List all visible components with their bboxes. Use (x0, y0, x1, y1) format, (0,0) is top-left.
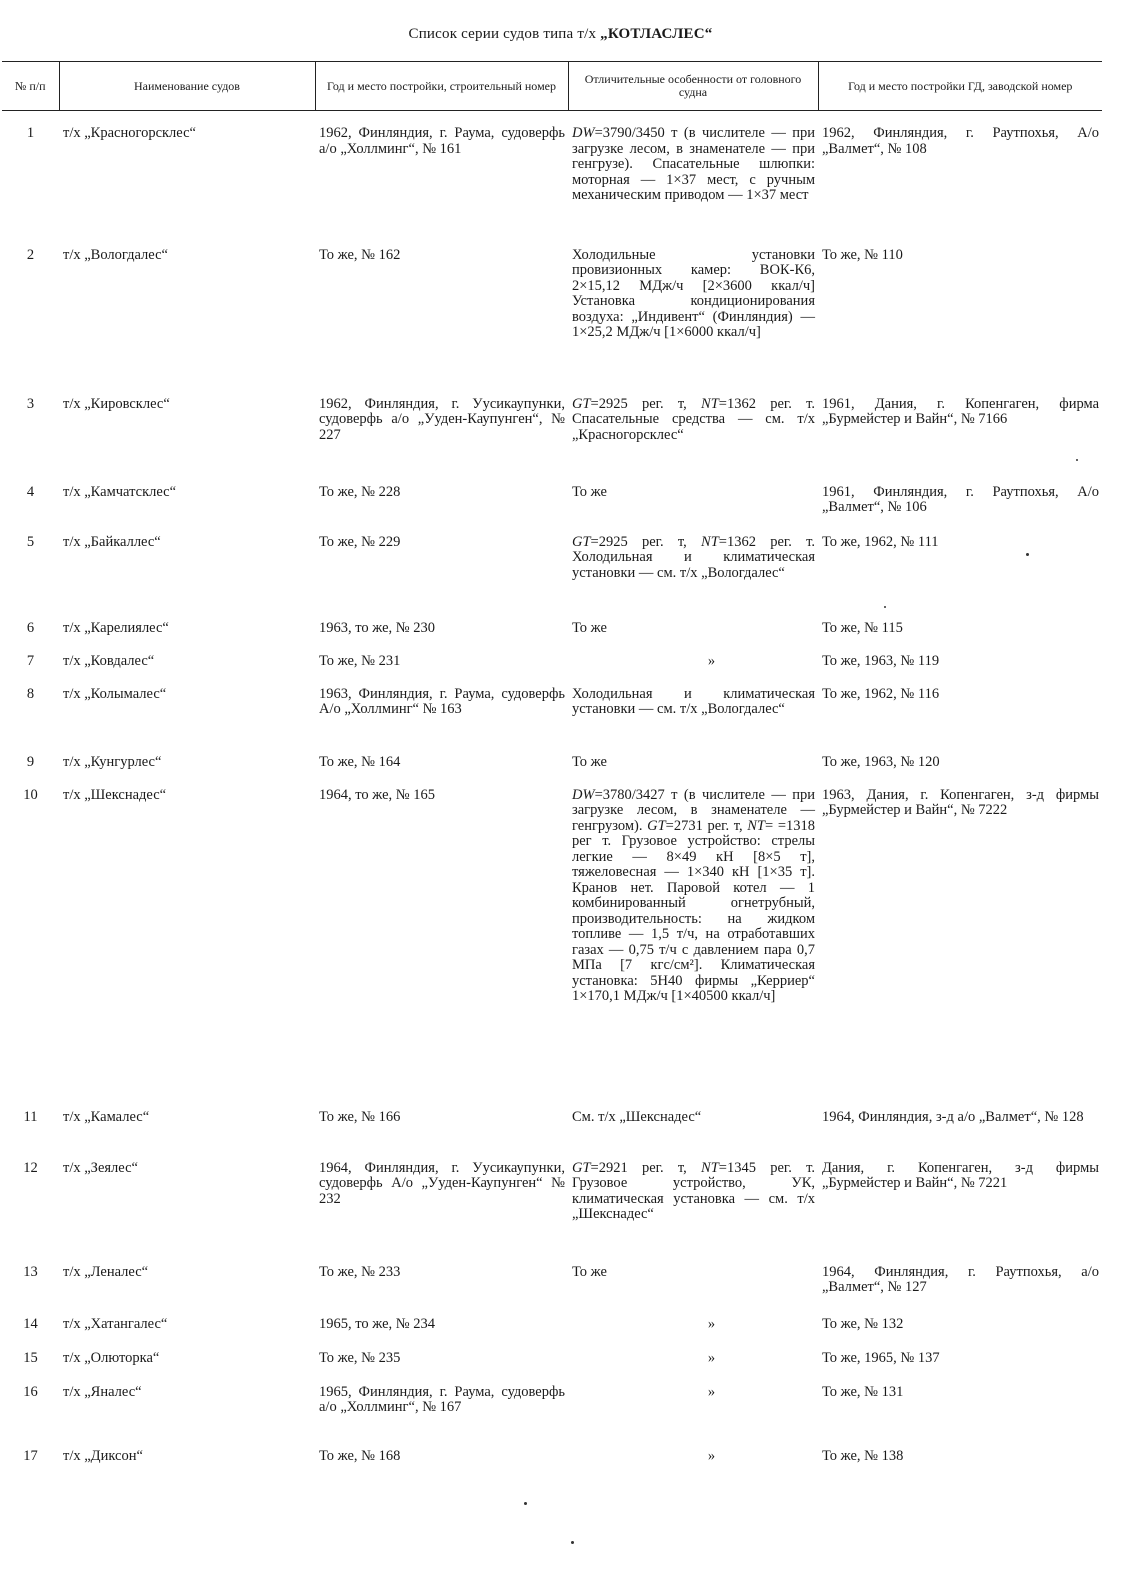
title-ship-name: „КОТЛАСЛЕС“ (600, 26, 713, 42)
row-build: 1964, Финляндия, г. Уусикаупунки, судоверфь А/о „Ууден-Каупунген“ № 232 (319, 1159, 565, 1207)
scan-speck (1026, 553, 1029, 556)
table-row (2, 1110, 1102, 1161)
table-row (2, 654, 1102, 687)
row-build: То же, № 162 (319, 246, 401, 263)
table-row (2, 788, 1102, 1110)
row-name: т/х „Леналес“ (63, 1263, 149, 1280)
row-engine: То же, 1963, № 119 (822, 652, 940, 669)
title-prefix: Список серии судов типа т/х (408, 26, 601, 42)
table-row (2, 687, 1102, 755)
table-row (2, 485, 1102, 535)
row-build: То же, № 231 (319, 652, 401, 669)
row-distinct: » (707, 1349, 716, 1366)
table-row (2, 397, 1102, 485)
row-engine: Дания, г. Копенгаген, з-д фирмы „Бурмейстер и Вайн“, № 7221 (822, 1159, 1099, 1191)
row-engine: То же, 1962, № 111 (822, 533, 939, 550)
row-name: т/х „Вологдалес“ (63, 246, 168, 263)
row-engine: То же, № 110 (822, 246, 903, 263)
row-name: т/х „Кировсклес“ (63, 395, 170, 412)
row-build: То же, № 233 (319, 1263, 401, 1280)
row-num: 15 (23, 1349, 38, 1366)
row-build: 1963, то же, № 230 (319, 619, 435, 636)
row-build: 1964, то же, № 165 (319, 786, 435, 803)
row-engine: 1961, Дания, г. Копенгаген, фирма „Бурмейстер и Вайн“, № 7166 (822, 395, 1099, 427)
row-build: То же, № 229 (319, 533, 401, 550)
table-row (2, 1317, 1102, 1351)
row-num: 13 (23, 1263, 38, 1280)
row-name: т/х „Кунгурлес“ (63, 753, 162, 770)
row-name: т/х „Камалес“ (63, 1108, 150, 1125)
row-name: т/х „Шекснадес“ (63, 786, 167, 803)
row-build: То же, № 166 (319, 1108, 401, 1125)
table-row (2, 1161, 1102, 1265)
table-row (2, 535, 1102, 621)
row-name: т/х „Зеялес“ (63, 1159, 138, 1176)
row-num: 5 (26, 533, 35, 550)
header-build: Год и место постройки, строительный номер (315, 62, 568, 111)
row-engine: То же, 1962, № 116 (822, 685, 940, 702)
row-num: 11 (23, 1108, 38, 1125)
row-build: 1965, Финляндия, г. Раума, судоверфь а/о „Холлминг“, № 167 (319, 1383, 565, 1415)
row-engine: 1964, Финляндия, з-д а/о „Валмет“, № 128 (822, 1108, 1084, 1125)
row-num: 10 (23, 786, 38, 803)
page-title (0, 26, 1121, 43)
row-build: То же, № 228 (319, 483, 401, 500)
row-distinct: То же (572, 483, 607, 500)
table-row (2, 1449, 1102, 1483)
table-header-row (2, 62, 1102, 111)
table-row (2, 1265, 1102, 1317)
header-engine: Год и место постройки ГД, заводской номер (818, 62, 1102, 111)
row-distinct: Холодильные установки провизионных камер: ВОК-К6, 2×15,12 МДж/ч [2×3600 ккал/ч] Установка кондиционирования воздуха: „Индивент“ (Финляндия) — 1×25,2 МДж/ч [1×6000 ккал/ч] (572, 246, 815, 340)
row-engine: 1961, Финляндия, г. Раутпохья, А/о „Валмет“, № 106 (822, 483, 1099, 515)
scan-speck (884, 606, 886, 608)
header-num: № п/п (2, 62, 59, 111)
row-name: т/х „Карелиялес“ (63, 619, 169, 636)
row-engine: То же, № 132 (822, 1315, 904, 1332)
table-row (2, 1351, 1102, 1385)
row-name: т/х „Камчатсклес“ (63, 483, 177, 500)
table-row (2, 755, 1102, 788)
header-name: Наименование судов (59, 62, 315, 111)
row-num: 14 (23, 1315, 38, 1332)
row-engine: 1963, Дания, г. Копенгаген, з-д фирмы „Бурмейстер и Вайн“, № 7222 (822, 786, 1099, 818)
row-name: т/х „Ковдалес“ (63, 652, 155, 669)
row-distinct: То же (572, 753, 607, 770)
row-engine: То же, № 138 (822, 1447, 904, 1464)
row-num: 2 (26, 246, 35, 263)
row-distinct: См. т/х „Шекснадес“ (572, 1108, 702, 1125)
row-build: 1965, то же, № 234 (319, 1315, 435, 1332)
row-num: 3 (26, 395, 35, 412)
row-distinct: То же (572, 1263, 607, 1280)
row-engine: То же, 1963, № 120 (822, 753, 940, 770)
row-distinct: GT=2925 рег. т, NT=1362 рег. т. Холодильная и климатическая установки — см. т/х „Вологдалес“ (572, 533, 816, 581)
row-build: То же, № 168 (319, 1447, 401, 1464)
row-distinct: » (707, 1315, 716, 1332)
row-distinct: » (707, 1383, 716, 1400)
row-engine: То же, № 115 (822, 619, 903, 636)
row-engine: 1962, Финляндия, г. Раутпохья, А/о „Валмет“, № 108 (822, 125, 1099, 157)
row-distinct: GT=2925 рег. т, NT=1362 рег. т. Спасательные средства — см. т/х „Красногорсклес“ (572, 395, 816, 443)
table-row (2, 111, 1102, 248)
row-num: 9 (26, 753, 35, 770)
row-distinct: » (707, 1447, 716, 1464)
row-build: 1963, Финляндия, г. Раума, судоверфь А/о „Холлминг“ № 163 (319, 685, 565, 717)
table-row (2, 248, 1102, 397)
header-distinct: Отличительные особенности от головного судна (568, 62, 818, 111)
row-num: 17 (23, 1447, 38, 1464)
row-num: 1 (26, 125, 35, 141)
row-name: т/х „Байкаллес“ (63, 533, 161, 550)
row-num: 12 (23, 1159, 38, 1176)
row-name: т/х „Олюторка“ (63, 1349, 160, 1366)
row-distinct: DW=3790/3450 т (в числителе — при загрузке лесом, в знаменателе — при генгрузе). Спасательные шлюпки: моторная — 1×37 мест, с ручным механическим приводом — 1×37 мест (572, 125, 815, 203)
row-num: 6 (26, 619, 35, 636)
row-num: 8 (26, 685, 35, 702)
table-row (2, 1385, 1102, 1449)
scan-speck (571, 1541, 574, 1544)
row-build: То же, № 164 (319, 753, 401, 770)
scan-speck (1076, 459, 1078, 461)
row-engine: То же, 1965, № 137 (822, 1349, 940, 1366)
row-distinct: Холодильная и климатическая установки — см. т/х „Вологдалес“ (572, 685, 815, 717)
row-distinct: То же (572, 619, 607, 636)
table-row (2, 621, 1102, 654)
row-num: 7 (26, 652, 35, 669)
row-build: 1962, Финляндия, г. Уусикаупунки, судоверфь а/о „Ууден-Каупунген“, № 227 (319, 395, 565, 443)
row-distinct: » (707, 652, 716, 669)
row-distinct: DW=3780/3427 т (в числителе — при загрузке лесом, в знаменателе — генгрузом). GT=2731 рег. т, NT= =1318 рег т. Грузовое устройство: стрелы легкие — 8×49 кН [8×5 т], тяжеловесная — 1×340 кН [1×35 т]. Кранов нет. Паровой котел — 1 комбинированный огнетрубный, производительность: на жидком топливе — 1,5 т/ч, на отработавших газах — 0,75 т/ч с давлением пара 0,7 МПа [7 кгс/см²]. Климатическая установка: 5Н40 фирмы „Керриер“ 1×170,1 МДж/ч [1×40500 ккал/ч] (572, 786, 815, 1004)
row-name: т/х „Хатангалес“ (63, 1315, 168, 1332)
row-name: т/х „Яналес“ (63, 1383, 142, 1400)
row-name: т/х „Диксон“ (63, 1447, 143, 1464)
row-name: т/х „Колымалес“ (63, 685, 167, 702)
row-engine: То же, № 131 (822, 1383, 904, 1400)
row-build: То же, № 235 (319, 1349, 401, 1366)
row-build: 1962, Финляндия, г. Раума, судоверфь а/о „Холлминг“, № 161 (319, 125, 565, 157)
row-name: т/х „Красногорсклес“ (63, 125, 196, 141)
row-num: 4 (26, 483, 35, 500)
row-distinct: GT=2921 рег. т, NT=1345 рег. т. Грузовое устройство, УК, климатическая установка — см. т/х „Шекснадес“ (572, 1159, 816, 1222)
scan-speck (524, 1502, 527, 1505)
row-engine: 1964, Финляндия, г. Раутпохья, а/о „Валмет“, № 127 (822, 1263, 1099, 1295)
row-num: 16 (23, 1383, 38, 1400)
ships-table (2, 61, 1102, 1483)
